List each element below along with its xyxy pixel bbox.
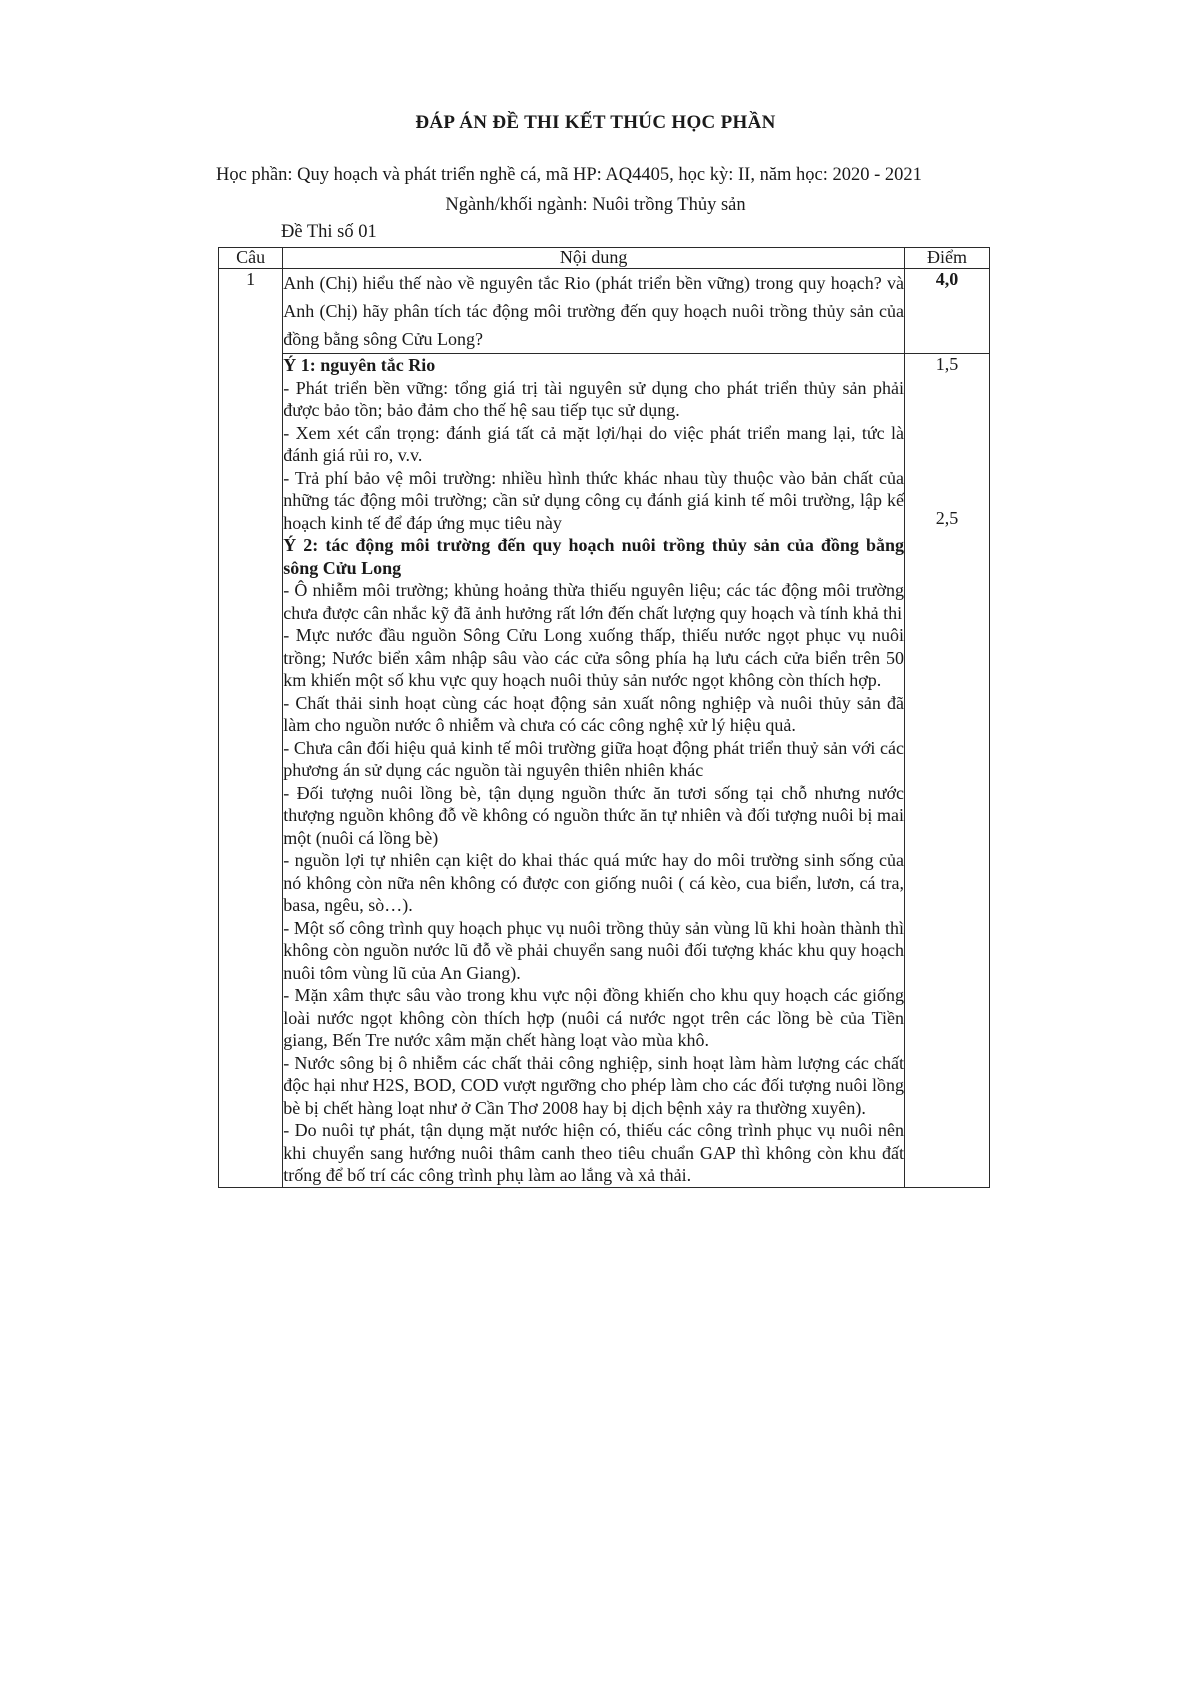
question-score: 4,0 — [905, 269, 990, 354]
question-text: Anh (Chị) hiểu thế nào về nguyên tắc Rio (phát triển bền vững) trong quy hoạch? và Anh (Chị) hãy phân tích tác động môi trường đến quy hoạch nuôi trồng thủy sản của đồng bằng sông Cửu Long? — [283, 269, 905, 354]
part2-paragraph: - Ô nhiễm môi trường; khủng hoảng thừa thiếu nguyên liệu; các tác động môi trường chưa được cân nhắc kỹ đã ảnh hưởng rất lớn đến chất lượng quy hoạch và tính khả thi — [283, 580, 905, 623]
question-row — [219, 269, 990, 354]
column-header-score: Điểm — [905, 248, 990, 269]
answer-content — [283, 354, 905, 1188]
exam-number: Đề Thi số 01 — [281, 222, 377, 242]
part2-paragraph: - Do nuôi tự phát, tận dụng mặt nước hiện có, thiếu các công trình phục vụ nuôi nên khi chuyển sang hướng nuôi thâm canh theo tiêu chuẩn GAP thì không còn khu đất trống để bố trí các công trình phụ làm ao lắng và xả thải. — [283, 1120, 905, 1185]
part1-score: 1,5 — [935, 354, 959, 374]
part1-paragraph: - Trả phí bảo vệ môi trường: nhiều hình thức khác nhau tùy thuộc vào bản chất của những tác động môi trường; cần sử dụng công cụ đánh giá kinh tế môi trường, lập kế hoạch kinh tế để đáp ứng mục tiêu này — [283, 467, 905, 533]
part2-paragraph: - nguồn lợi tự nhiên cạn kiệt do khai thác quá mức hay do môi trường sinh sống của nó không còn nữa nên không có được con giống nuôi ( cá kèo, cua biển, lươn, cá tra, basa, ngêu, sò…). — [283, 850, 905, 915]
table-header-row — [219, 248, 990, 269]
part2-paragraph: - Chưa cân đối hiệu quả kinh tế môi trường giữa hoạt động phát triển thuỷ sản với các phương án sử dụng các nguồn tài nguyên thiên nhiên khác — [283, 737, 905, 780]
part2-paragraph: - Một số công trình quy hoạch phục vụ nuôi trồng thủy sản vùng lũ khi hoàn thành thì không còn nguồn nước lũ đỗ về phải chuyển sang nuôi đối tượng khác khu quy hoạch nuôi tôm vùng lũ của An Giang). — [283, 917, 905, 983]
document-title: ĐÁP ÁN ĐỀ THI KẾT THÚC HỌC PHẦN — [415, 112, 776, 133]
part2-heading: Ý 2: tác động môi trường đến quy hoạch nuôi trồng thủy sản của đồng bằng sông Cửu Long — [283, 535, 905, 578]
part1-paragraph: - Phát triển bền vững: tổng giá trị tài nguyên sử dụng cho phát triển thủy sản phải được bảo tồn; bảo đảm cho thế hệ sau tiếp tục sử dụng. — [283, 377, 905, 420]
part1-heading: Ý 1: nguyên tắc Rio — [283, 355, 436, 375]
answer-table — [218, 247, 990, 1188]
part2-paragraph: - Nước sông bị ô nhiễm các chất thải công nghiệp, sinh hoạt làm hàm lượng các chất độc hại như H2S, BOD, COD vượt ngưỡng cho phép làm cho các đối tượng nuôi lồng bè bị chết hàng loạt như ở Cần Thơ 2008 hay bị dịch bệnh xảy ra thường xuyên). — [283, 1052, 905, 1118]
question-number: 1 — [219, 269, 283, 1188]
part1-paragraph: - Xem xét cẩn trọng: đánh giá tất cả mặt lợi/hại do việc phát triển mang lại, tức là đánh giá rủi ro, v.v. — [283, 422, 905, 465]
part2-paragraph: - Mực nước đầu nguồn Sông Cửu Long xuống thấp, thiếu nước ngọt phục vụ nuôi trồng; Nước biển xâm nhập sâu vào các cửa sông phía hạ lưu cách cửa biển trên 50 km khiến một số khu vực quy hoạch nuôi thủy sản nước ngọt không còn thích hợp. — [283, 625, 905, 690]
answer-row — [219, 354, 990, 1188]
part2-paragraph: - Đối tượng nuôi lồng bè, tận dụng nguồn thức ăn tươi sống tại chỗ nhưng nước thượng nguồn không đỗ về không có nguồn thức ăn tự nhiên và đối tượng nuôi bị mai một (nuôi cá lồng bè) — [283, 782, 905, 848]
part2-paragraph: - Chất thải sinh hoạt cùng các hoạt động sản xuất nông nghiệp và nuôi thủy sản đã làm cho nguồn nước ô nhiễm và chưa có các công nghệ xử lý hiệu quả. — [283, 692, 905, 735]
score-spacer — [905, 375, 989, 508]
column-header-content: Nội dung — [283, 248, 905, 269]
course-info: Học phần: Quy hoạch và phát triển nghề cá, mã HP: AQ4405, học kỳ: II, năm học: 2020 - 2021 — [216, 165, 922, 185]
major-info: Ngành/khối ngành: Nuôi trồng Thủy sản — [445, 195, 746, 215]
column-header-question: Câu — [219, 248, 283, 269]
answer-scores — [905, 354, 990, 1188]
part2-paragraph: - Mặn xâm thực sâu vào trong khu vực nội đồng khiến cho khu quy hoạch các giống loài nước ngọt không còn thích hợp (nuôi cá nước ngọt trên các lồng bè của Tiền giang, Bến Tre nước xâm mặn chết hàng loạt vào mùa khô. — [283, 985, 905, 1050]
part2-score: 2,5 — [935, 508, 959, 528]
